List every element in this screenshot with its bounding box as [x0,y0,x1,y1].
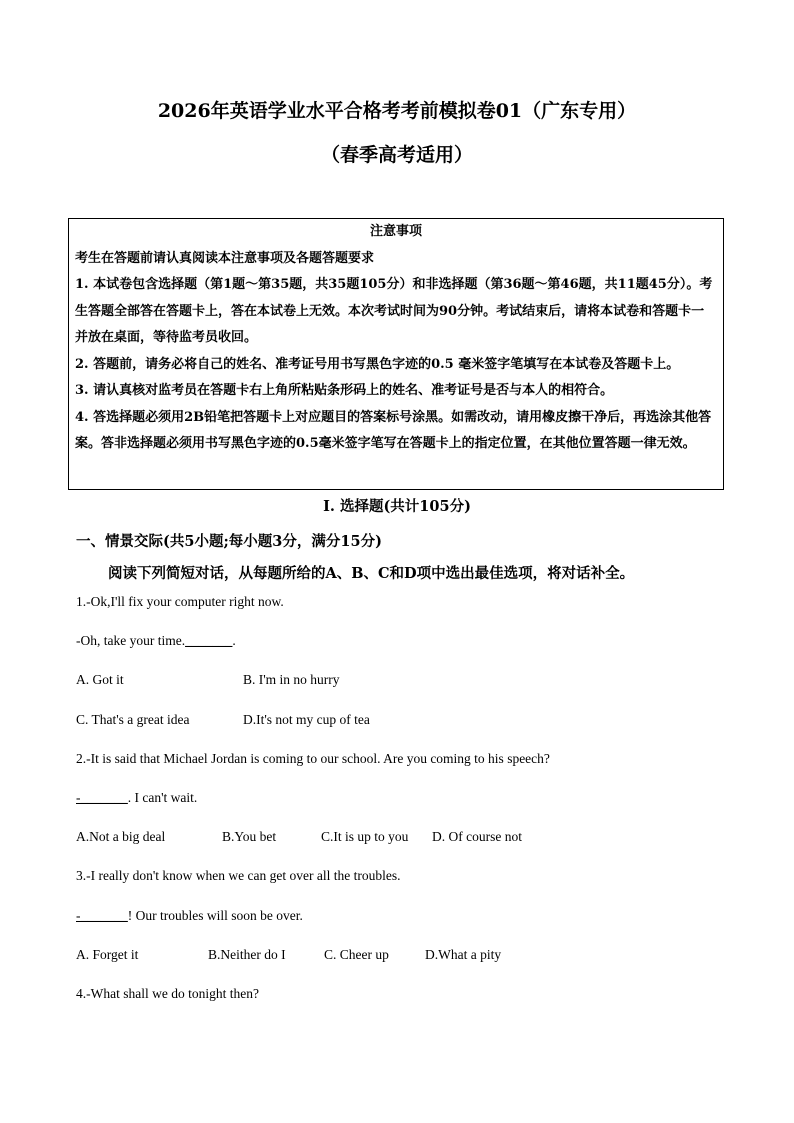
notice-heading: 注意事项 [369,224,422,239]
exam-title: 2026年英语学业水平合格考考前模拟卷01（广东专用） [157,100,637,122]
question-3-prompt: 3.-I really don't know when we can get over all the troubles. [76,868,401,883]
part-instruction: 阅读下列简短对话，从每题所给的A、B、C和D项中选出最佳选项，将对话补全。 [108,565,635,582]
question-1-prompt: 1.-Ok,I'll fix your computer right now. [76,594,284,609]
option-b[interactable]: B.Neither do I [208,947,286,962]
part-title: 一、情景交际(共5小题;每小题3分，满分15分) [76,533,382,550]
reply-text: . I can't wait. [127,790,198,805]
reply-text: . [232,633,236,648]
exam-subtitle: （春季高考适用） [320,144,473,166]
option-a[interactable]: A. Forget it [76,947,139,962]
question-1-reply [76,633,236,649]
option-d[interactable]: D. Of course not [432,829,522,844]
option-d[interactable]: D.It's not my cup of tea [243,712,370,727]
option-a[interactable]: A. Got it [76,672,124,687]
option-b[interactable]: B. I'm in no hurry [243,672,340,687]
notice-line: 3. 请认真核对监考员在答题卡右上角所粘贴条形码上的姓名、准考证号是否与本人的相符合。 [75,383,614,398]
answer-blank: _______ [185,633,233,648]
question-2-reply [76,790,197,806]
question-4-prompt: 4.-What shall we do tonight then? [76,986,259,1001]
section-heading: I. 选择题(共计105分) [323,498,471,515]
option-c[interactable]: C.It is up to you [321,829,409,844]
notice-line: 4. 答选择题必须用2B铅笔把答题卡上对应题目的答案标号涂黑。如需改动，请用橡皮擦干净后，再选涂其他答案。答非选择题必须用书写黑色字迹的0.5毫米签字笔写在答题卡上的指定位置，在其他位置答题一律无效。 [75,409,712,451]
notice-line: 1. 本试卷包含选择题（第1题～第35题，共35题105分）和非选择题（第36题～第46题，共11题45分）。考生答题全部答在答题卡上，答在本试卷上无效。本次考试时间为90分钟。考试结束后，请将本试卷和答题卡一并放在桌面，等待监考员收回。 [75,277,713,345]
notice-box [68,218,724,490]
option-c[interactable]: C. Cheer up [324,947,389,962]
option-d[interactable]: D.What a pity [425,947,502,962]
notice-line: 2. 答题前，请务必将自己的姓名、准考证号用书写黑色字迹的0.5 毫米签字笔填写在本试卷及答题卡上。 [75,356,680,372]
answer-blank: -_______ [76,908,128,923]
option-b[interactable]: B.You bet [222,829,277,844]
question-3-reply [76,908,303,924]
question-2-prompt: 2.-It is said that Michael Jordan is coming to our school. Are you coming to his speech? [76,751,550,766]
reply-text: -Oh, take your time. [76,633,186,648]
answer-blank: -_______ [76,790,128,805]
option-a[interactable]: A.Not a big deal [76,829,166,844]
option-c[interactable]: C. That's a great idea [76,712,190,727]
notice-line: 考生在答题前请认真阅读本注意事项及各题答题要求 [75,250,375,266]
reply-text: ! Our troubles will soon be over. [127,908,303,923]
